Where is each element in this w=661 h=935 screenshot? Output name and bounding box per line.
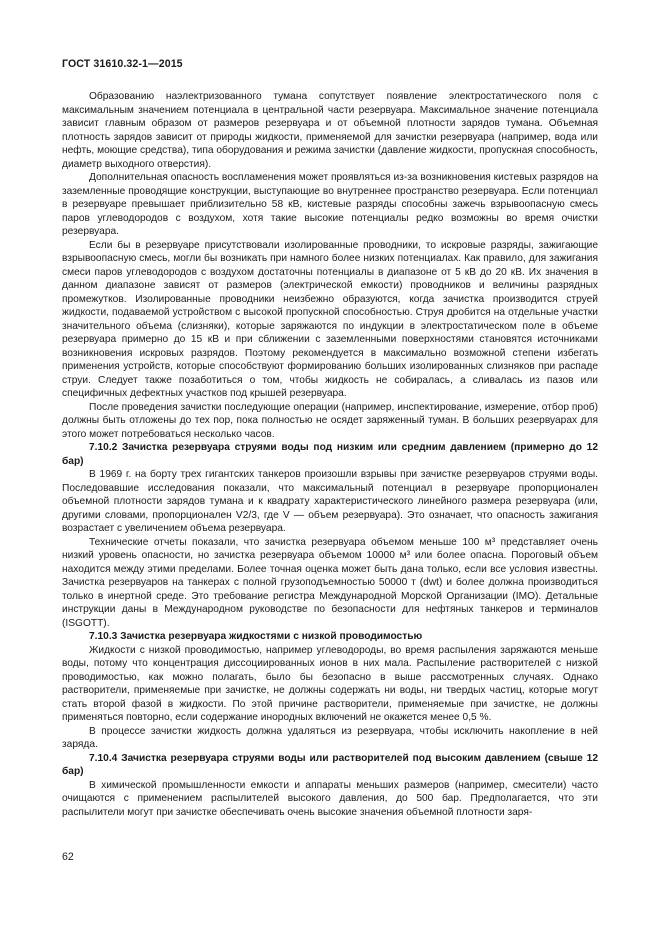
paragraph: Если бы в резервуаре присутствовали изолированные проводники, то искровые разряды, зажигающие взрывоопасную смесь, могли бы возникать при намного более низких потенциалах. Как правило, для зажигания смеси паров углеводородов с воздухом достаточны потенциалы в диапазоне от 5 кВ до 20 кВ. Их значения в данном диапазоне зависят от размеров (электрической емкости) проводников и величины разрядных промежутков. Изолированные проводники неизбежно образуются, когда зачистка производится струей жидкости, подаваемой устройством с высокой пропускной способностью. Струя дробится на отдельные участки значительного объема (слизняки), которые заряжаются по индукции в электростатическом поле в объеме резервуара примерно до 15 кВ и при сближении с заземленными поверхностями становятся источниками возникновения искровых разрядов. Поэтому рекомендуется в максимально возможной степени избегать применения устройств, которые способствуют формированию больших изолированных слизняков при распаде струи. Следует также позаботиться о том, чтобы жидкость не собиралась, а сливалась из пазов или специфичных дефектных участков под крышей резервуара. (62, 239, 598, 399)
section-heading-7-10-2: 7.10.2 Зачистка резервуара струями воды под низким или средним давлением (примерно до 12 бар) (62, 442, 598, 467)
paragraph: После проведения зачистки последующие операции (например, инспектирование, измерение, отбор проб) должны быть отложены до тех пор, пока полностью не осядет заряженный туман. В больших резервуарах для этого может потребоваться несколько часов. (62, 401, 598, 440)
paragraph: Дополнительная опасность воспламенения может проявляться из-за возникновения кистевых разрядов на заземленные проводящие конструкции, выступающие во внутреннее пространство резервуара. Если потенциал в резервуаре превышает приблизительно 58 кВ, кистевые разряды способны зажечь взрывоопасную смесь паров углеводородов с воздухом, хотя такие высокие потенциалы редко возможны во время очистки резервуара. (62, 172, 598, 237)
section-heading-7-10-3: 7.10.3 Зачистка резервуара жидкостями с низкой проводимостью (89, 631, 423, 642)
paragraph: В химической промышленности емкости и аппараты меньших размеров (например, смесители) часто очищаются с применением распылителей высокого давления, до 500 бар. Предполагается, что эти распылители могут при зачистке обеспечивать очень высокие значения объемной плотности заря- (62, 779, 598, 818)
document-body (62, 90, 598, 819)
paragraph: В 1969 г. на борту трех гигантских танкеров произошли взрывы при зачистке резервуаров струями воды. Последовавшие исследования показали, что максимальный потенциал в резервуаре пропорционален объемной плотности зарядов тумана и к квадрату характеристического линейного размера резервуара (или, другими словами, пропорционален V2/3, где V — объем резервуара). Это означает, что опасность зажигания возрастает с увеличением объема резервуара. (62, 469, 598, 534)
paragraph: В процессе зачистки жидкость должна удаляться из резервуара, чтобы исключить накопление в ней заряда. (62, 725, 598, 750)
paragraph: Жидкости с низкой проводимостью, например углеводороды, во время распыления заряжаются меньше воды, потому что концентрация диссоциированных ионов в них мала. Распыление растворителей с низкой проводимостью, как можно полагать, было бы безопасно в выше рассмотренных случаях. Однако растворители, применяемые при зачистке, не должны содержать ни воды, ни твердых частиц, которые могут стать второй фазой в жидкости. По этой причине растворители, применяемые при зачистке, не должны применяться повторно, если содержание инородных включений не окажется менее 0,5 %. (62, 644, 598, 723)
page-number: 62 (62, 851, 74, 863)
paragraph: Технические отчеты показали, что зачистка резервуара объемом меньше 100 м³ представляет очень низкий уровень опасности, но зачистка резервуара объемом 10000 м³ или более опасна. Пороговый объем находится между этими пределами. Более точная оценка может быть дана только, если все условия известны. Зачистка резервуаров на танкерах с полной грузоподъемностью 50000 т (dwt) и более должна производиться только в инертной среде. Это требование регистра Международной Морской Организации (IMO). Детальные инструкции даны в Международном руководстве по безопасности для нефтяных танкеров и терминалов (ISGOTT). (62, 536, 598, 629)
paragraph: Образованию наэлектризованного тумана сопутствует появление электростатического поля с максимальным значением потенциала в центральной части резервуара. Максимальное значение потенциала зависит главным образом от размеров резервуара и от объемной плотности зарядов тумана. Объемная плотность зарядов зависит от природы жидкости, применяемой для зачистки резервуара (например, вода или нефть, моющие средства), типа оборудования и режима зачистки (давление жидкости, пропускная способность, диаметр выходного отверстия). (62, 91, 598, 170)
document-header: ГОСТ 31610.32-1—2015 (62, 58, 183, 70)
section-heading-7-10-4: 7.10.4 Зачистка резервуара струями воды или растворителей под высоким давлением (свыше 12 бар) (62, 752, 598, 777)
